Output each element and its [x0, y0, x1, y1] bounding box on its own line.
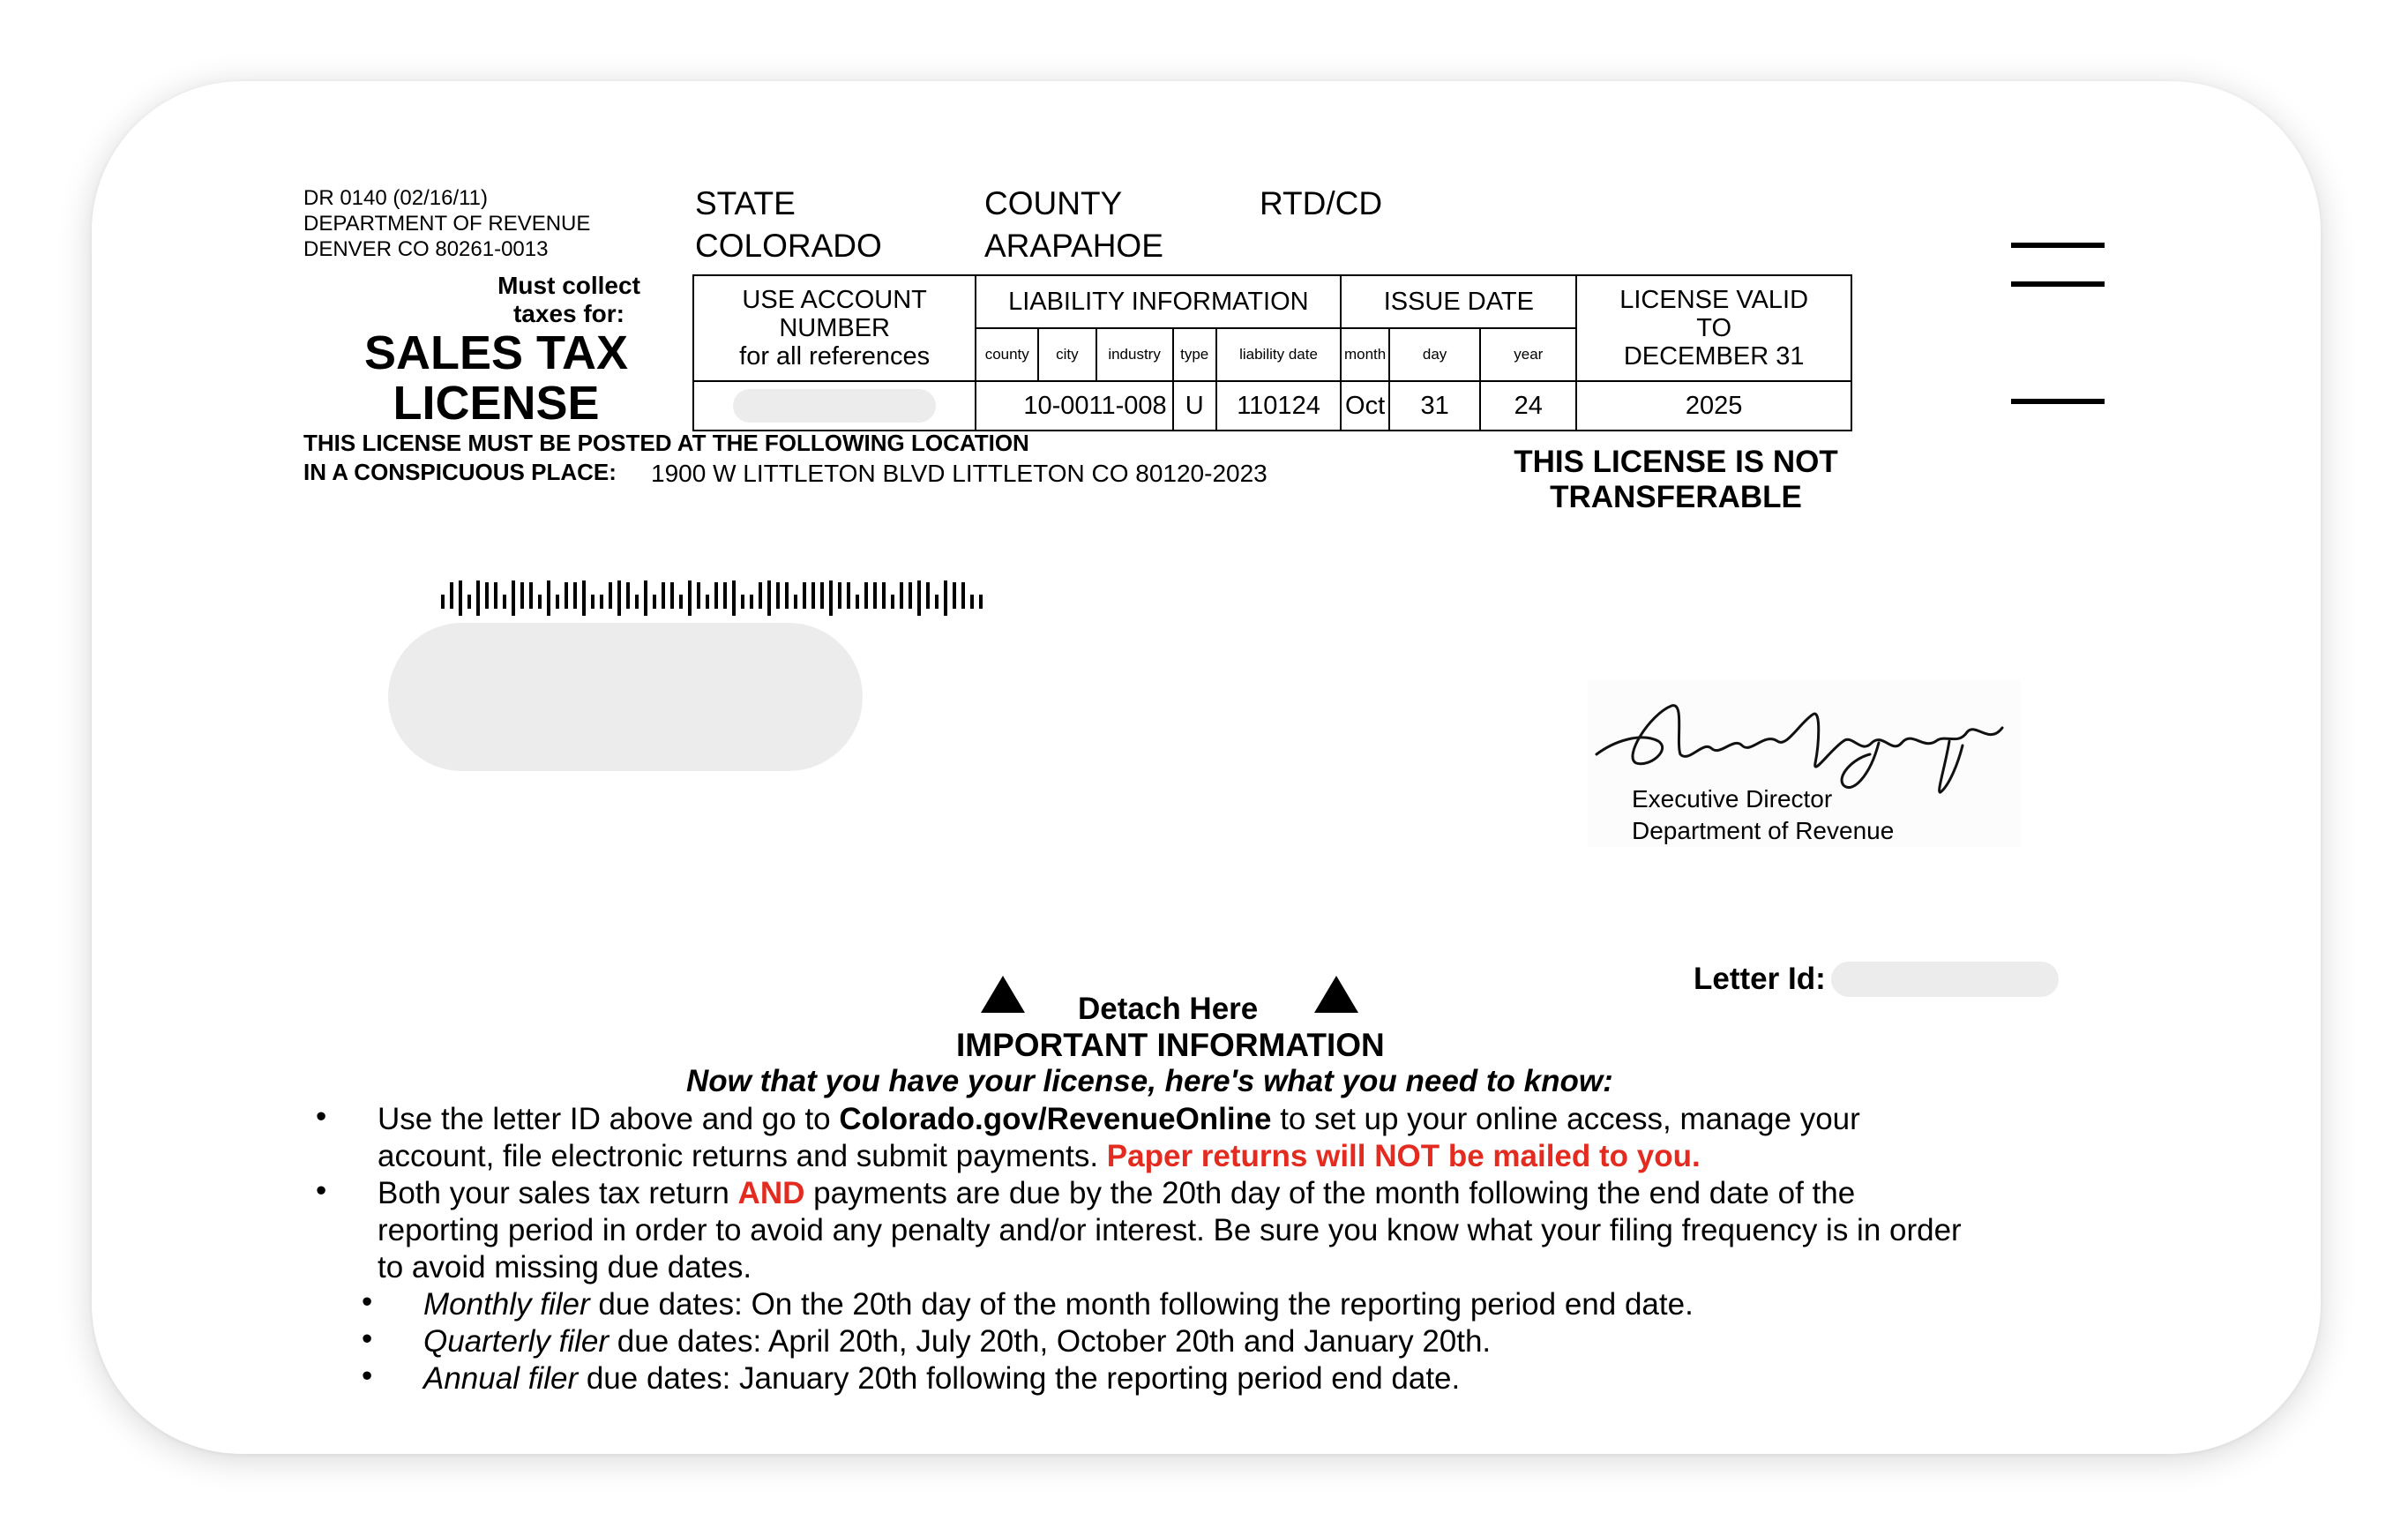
barcode-bar — [591, 595, 595, 609]
monthly-label: Monthly filer — [423, 1287, 590, 1322]
county-label: COUNTY — [984, 185, 1123, 221]
license-title — [344, 328, 648, 429]
barcode-bar — [856, 595, 859, 609]
b2-post: payments are due by the 20th day of the month following the end date of the — [804, 1176, 1856, 1210]
barcode-bar — [811, 582, 815, 609]
not-transferable-line-2: TRANSFERABLE — [1550, 480, 1802, 514]
barcode-bar — [529, 582, 533, 609]
annual-text: due dates: January 20th following the reporting period end date. — [578, 1361, 1461, 1396]
barcode-bar — [467, 595, 471, 609]
b1-post: to set up your online access, manage your — [1271, 1102, 1860, 1136]
barcode-bar — [670, 582, 674, 609]
sub-county: county — [976, 328, 1038, 381]
barcode-bar — [750, 595, 753, 609]
menu-bar-mid — [2011, 281, 2105, 287]
barcode-bar — [944, 580, 947, 616]
signature-block — [1588, 679, 2020, 847]
recipient-redacted — [388, 623, 863, 771]
bullet-dot-3: • — [362, 1285, 373, 1319]
sub-day: day — [1389, 328, 1481, 381]
barcode-bar — [688, 580, 692, 616]
license-valid-header — [1576, 275, 1851, 381]
b1-pre: Use the letter ID above and go to — [378, 1102, 840, 1136]
annual-filer — [423, 1360, 1460, 1397]
barcode-bar — [767, 580, 771, 616]
form-id-block — [303, 185, 590, 262]
must-collect — [476, 272, 662, 328]
detach-arrow-right-icon — [1314, 976, 1358, 1013]
barcode-bar — [512, 580, 515, 616]
barcode-bar — [547, 580, 550, 616]
monthly-text: due dates: On the 20th day of the month following the reporting period end date. — [589, 1287, 1694, 1322]
issue-day-value: 31 — [1389, 381, 1481, 431]
state-value: COLORADO — [695, 228, 882, 264]
barcode-bar — [891, 595, 894, 609]
barcode-bar — [723, 582, 727, 609]
barcode-bar — [803, 582, 806, 609]
barcode-bar — [565, 582, 568, 609]
liability-value: 10-0011-008 — [976, 381, 1172, 431]
use-account-line-1: USE ACCOUNT — [742, 286, 927, 314]
account-number-cell — [693, 381, 976, 431]
barcode-bar — [609, 582, 612, 609]
bullet-2-line-2: reporting period in order to avoid any penalty and/or interest. Be sure you know what your filing frequency is in order — [378, 1213, 1962, 1247]
valid-line-2: TO — [1696, 314, 1732, 342]
b2-pre: Both your sales tax return — [378, 1176, 738, 1210]
barcode-bar — [900, 582, 903, 609]
barcode-bar — [573, 582, 577, 609]
b2-and: AND — [737, 1176, 805, 1210]
letter-id-redacted — [1831, 962, 2059, 997]
barcode-bar — [697, 582, 700, 609]
must-collect-line-1: Must collect — [497, 272, 640, 299]
barcode-bar — [520, 582, 524, 609]
barcode-bar — [847, 582, 850, 609]
bullet-2-line-3: to avoid missing due dates. — [378, 1250, 752, 1285]
barcode-bar — [679, 595, 683, 609]
barcode-bar — [926, 582, 930, 609]
posting-address: 1900 W LITTLETON BLVD LITTLETON CO 80120-2023 — [651, 460, 1268, 487]
bullet-1 — [378, 1101, 1860, 1175]
bullet-dot-2: • — [316, 1173, 327, 1208]
barcode-bar — [626, 582, 630, 609]
sub-city: city — [1038, 328, 1096, 381]
bullet-dot-1: • — [316, 1099, 327, 1134]
barcode-bar — [979, 595, 983, 609]
use-account-header — [693, 275, 976, 381]
valid-year-value: 2025 — [1576, 381, 1851, 431]
menu-bar-top — [2011, 243, 2105, 248]
valid-line-3: DECEMBER 31 — [1623, 342, 1805, 371]
barcode-bar — [582, 580, 586, 616]
barcode-bar — [759, 582, 762, 609]
signer-department: Department of Revenue — [1632, 817, 1895, 844]
liability-header: LIABILITY INFORMATION — [976, 275, 1341, 328]
account-number-redacted — [733, 389, 936, 423]
barcode-bar — [538, 595, 542, 609]
barcode-bar — [785, 582, 789, 609]
quarterly-text: due dates: April 20th, July 20th, October 20th and January 20th. — [609, 1324, 1492, 1359]
monthly-filer — [423, 1286, 1694, 1323]
sub-liability-date: liability date — [1216, 328, 1342, 381]
bullet-dot-4: • — [362, 1322, 373, 1356]
barcode-bar — [494, 582, 497, 609]
title-line-2: LICENSE — [393, 377, 600, 430]
valid-line-1: LICENSE VALID — [1619, 286, 1809, 314]
must-collect-line-2: taxes for: — [512, 300, 625, 327]
barcode-bar — [741, 595, 744, 609]
barcode-bar — [556, 595, 559, 609]
detach-arrow-left-icon — [981, 976, 1025, 1013]
form-department: DEPARTMENT OF REVENUE — [303, 212, 591, 236]
barcode-bar — [600, 595, 603, 609]
posting-line-1: THIS LICENSE MUST BE POSTED AT THE FOLLOWING LOCATION — [303, 430, 1029, 456]
revenue-online-link[interactable]: Colorado.gov/RevenueOnline — [839, 1102, 1272, 1136]
signer-title: Executive Director — [1632, 785, 1833, 813]
title-line-1: SALES TAX — [363, 326, 629, 379]
bullet-1-line-2 — [378, 1138, 1860, 1175]
barcode-bar — [459, 580, 462, 616]
bullet-dot-5: • — [362, 1359, 373, 1393]
barcode-bar — [961, 582, 965, 609]
barcode-bar — [909, 582, 912, 609]
sub-industry: industry — [1096, 328, 1173, 381]
annual-label: Annual filer — [423, 1361, 579, 1396]
form-number: DR 0140 (02/16/11) — [303, 186, 489, 210]
posting-line-2: IN A CONSPICUOUS PLACE: — [303, 459, 617, 485]
b1-red-warning: Paper returns will NOT be mailed to you. — [1106, 1139, 1701, 1173]
barcode-bar — [917, 580, 921, 616]
barcode-bar — [838, 582, 841, 609]
rtd-label: RTD/CD — [1260, 185, 1383, 221]
barcode-bar — [644, 580, 647, 616]
barcode-bar — [617, 580, 621, 616]
use-account-line-2: NUMBER — [779, 314, 890, 342]
menu-bar-bottom — [2011, 399, 2105, 404]
barcode-bar — [882, 582, 886, 609]
barcode-bar — [776, 582, 780, 609]
b1-line2: account, file electronic returns and submit payments. — [378, 1139, 1107, 1173]
liability-date-value: 110124 — [1216, 381, 1342, 431]
barcode-bar — [635, 595, 639, 609]
barcode-bar — [706, 595, 709, 609]
not-transferable-line-1: THIS LICENSE IS NOT — [1514, 445, 1838, 479]
barcode-bar — [714, 582, 718, 609]
barcode-bar — [794, 595, 797, 609]
sub-month: month — [1341, 328, 1388, 381]
letter-id-label: Letter Id: — [1694, 962, 1826, 996]
quarterly-filer — [423, 1323, 1491, 1360]
barcode-bar — [441, 595, 445, 609]
barcode-bar — [864, 582, 868, 609]
barcode-bar — [820, 582, 824, 609]
issue-month-value: Oct — [1341, 381, 1388, 431]
bullet-2-line-1 — [378, 1175, 1962, 1212]
postal-barcode — [441, 565, 983, 609]
license-info-table — [692, 274, 1852, 431]
important-heading: IMPORTANT INFORMATION — [956, 1027, 1385, 1063]
not-transferable-notice — [1491, 445, 1861, 515]
barcode-bar — [662, 582, 665, 609]
bullet-2 — [378, 1175, 1962, 1286]
use-account-line-3: for all references — [739, 342, 931, 371]
barcode-bar — [970, 595, 974, 609]
state-label: STATE — [695, 185, 796, 221]
bullet-1-line-1 — [378, 1101, 1860, 1138]
signature-caption — [1632, 783, 1894, 847]
menu-icon[interactable] — [2011, 240, 2108, 408]
barcode-bar — [953, 582, 956, 609]
barcode-bar — [450, 582, 453, 609]
sub-type: type — [1173, 328, 1216, 381]
barcode-bar — [732, 580, 736, 616]
quarterly-label: Quarterly filer — [423, 1324, 609, 1359]
sub-year: year — [1480, 328, 1576, 381]
barcode-bar — [873, 582, 877, 609]
liability-type-value: U — [1173, 381, 1216, 431]
barcode-bar — [829, 580, 833, 616]
barcode-bar — [935, 595, 939, 609]
county-value: ARAPAHOE — [984, 228, 1163, 264]
form-city: DENVER CO 80261-0013 — [303, 237, 549, 261]
issue-date-header: ISSUE DATE — [1341, 275, 1576, 328]
barcode-bar — [476, 580, 480, 616]
issue-year-value: 24 — [1480, 381, 1576, 431]
now-heading: Now that you have your license, here's what you need to know: — [686, 1064, 1613, 1098]
detach-here: Detach Here — [1078, 992, 1259, 1026]
barcode-bar — [653, 595, 656, 609]
barcode-bar — [485, 582, 489, 609]
barcode-bar — [503, 595, 506, 609]
